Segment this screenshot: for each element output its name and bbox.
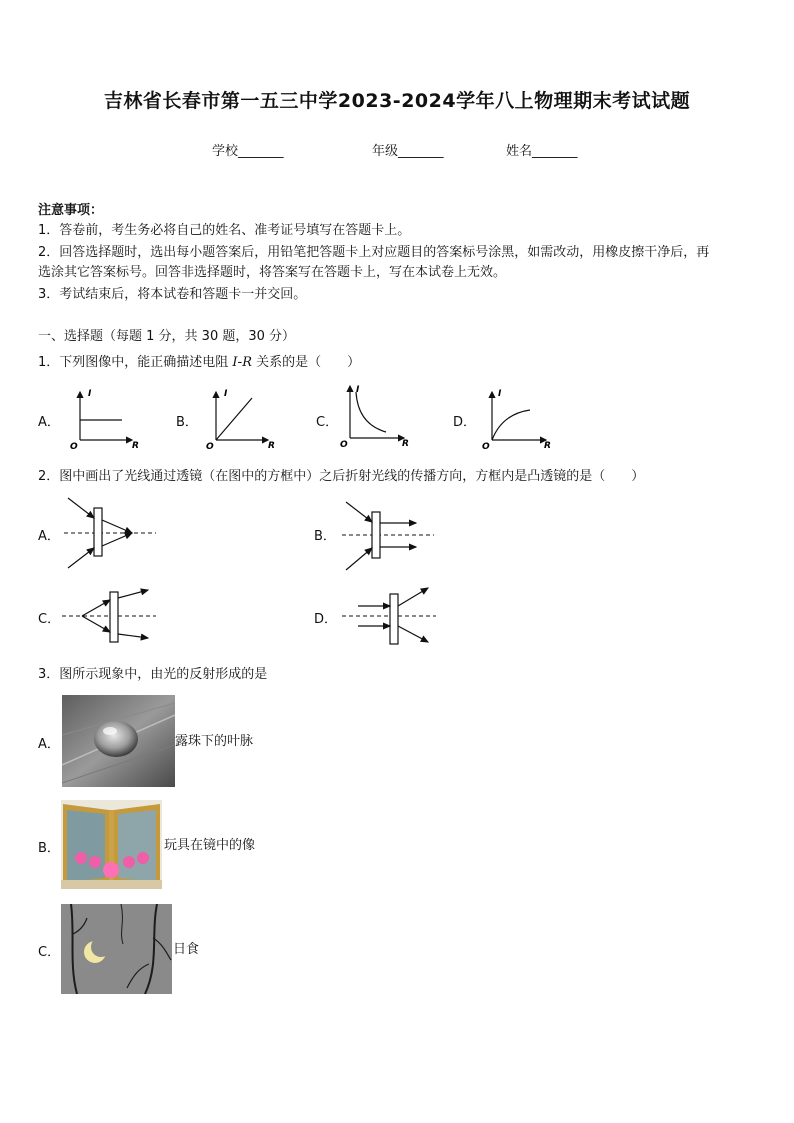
question-1-text	[38, 352, 360, 374]
q3-option-b-label: B．	[38, 841, 60, 856]
dewdrop-image	[62, 695, 175, 787]
q1b-origin: O	[206, 442, 214, 452]
q2-option-a-label: A．	[38, 529, 60, 544]
notice-item-1: 1．答卷前，考生务必将自己的姓名、准考证号填写在答题卡上。	[38, 223, 411, 238]
section-heading: 一、选择题（每题 1 分，共 30 题，30 分）	[38, 329, 296, 344]
q1-prefix: 1．下列图像中，能正确描述电阻	[38, 355, 233, 370]
q1-graph-b	[202, 384, 282, 452]
grade-field: 年级_______	[372, 144, 444, 159]
q1c-axis-y: I	[356, 385, 360, 395]
q3-option-a-caption: 露珠下的叶脉	[175, 734, 254, 749]
q1b-axis-x: R	[268, 441, 275, 451]
q1-option-b-label: B．	[176, 415, 198, 430]
solar-eclipse-photo	[61, 904, 172, 994]
q1-var-i: I	[232, 355, 238, 370]
q3-option-c-caption: 日食	[173, 942, 200, 957]
q1d-axis-y: I	[498, 389, 502, 399]
q1-option-a-label: A．	[38, 415, 60, 430]
dewdrop-leaf-photo	[62, 695, 175, 787]
page-title: 吉林省长春市第一五三中学2023-2024学年八上物理期末考试试题	[103, 90, 691, 112]
q1-option-d-label: D．	[453, 415, 477, 430]
q1-dash: -	[237, 355, 243, 370]
notice-item-2: 2．回答选择题时，选出每小题答案后，用铅笔把答题卡上对应题目的答案标号涂黑，如需改动，用橡皮擦干净后，再	[38, 245, 710, 260]
q1a-axis-x: R	[132, 441, 139, 451]
notice-heading: 注意事项：	[38, 203, 104, 218]
q2-option-d-label: D．	[314, 612, 338, 627]
question-3-text: 3．图所示现象中，由光的反射形成的是	[38, 667, 268, 682]
q3-option-a-label: A．	[38, 737, 60, 752]
q1a-origin: O	[70, 442, 78, 452]
q2-diagram-b	[338, 498, 438, 574]
name-field: 姓名_______	[506, 144, 578, 159]
notice-item-3: 3．考试结束后，将本试卷和答题卡一并交回。	[38, 287, 307, 302]
q1-suffix: 关系的是（ ）	[252, 355, 361, 370]
q2-option-c-label: C．	[38, 612, 61, 627]
question-2-text: 2．图中画出了光线通过透镜（在图中的方框中）之后折射光线的传播方向，方框内是凸透镜的是（ ）	[38, 469, 645, 484]
mirror-image	[61, 800, 162, 889]
q2-diagram-a	[60, 494, 160, 574]
q1-option-c-label: C．	[316, 415, 339, 430]
toy-mirror-photo	[61, 800, 162, 889]
notice-item-2-cont: 选涂其它答案标号。回答非选择题时，将答案写在答题卡上，写在本试卷上无效。	[38, 265, 507, 280]
q3-option-c-label: C．	[38, 945, 61, 960]
q2-option-b-label: B．	[314, 529, 336, 544]
q1-graph-d	[478, 384, 558, 452]
q1c-origin: O	[340, 440, 348, 450]
q1c-axis-x: R	[402, 439, 409, 449]
q1-var-r: R	[242, 355, 253, 370]
q2-diagram-c	[60, 584, 160, 648]
q1d-origin: O	[482, 442, 490, 452]
q1a-axis-y: I	[88, 389, 92, 399]
eclipse-image	[61, 904, 172, 994]
q1-graph-a	[66, 384, 146, 452]
q3-option-b-caption: 玩具在镜中的像	[164, 838, 256, 853]
q1-graph-c	[338, 380, 418, 452]
q2-diagram-d	[340, 584, 440, 648]
q1d-axis-x: R	[544, 441, 551, 451]
school-field: 学校_______	[212, 144, 284, 159]
q1b-axis-y: I	[224, 389, 228, 399]
